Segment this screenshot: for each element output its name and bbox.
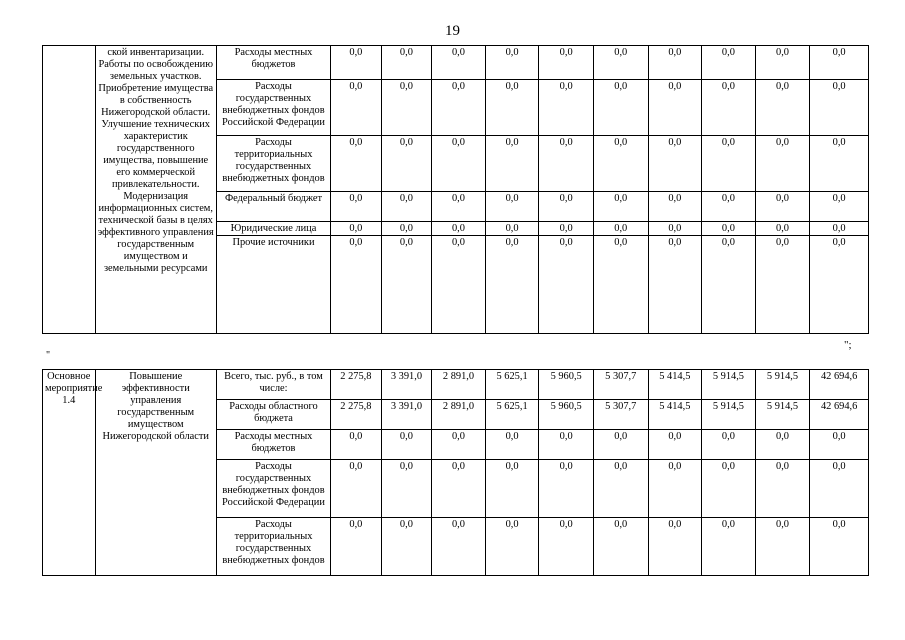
amount-cell: 0,0 <box>593 136 648 192</box>
amount-cell: 2 891,0 <box>432 370 486 400</box>
amount-cell: 0,0 <box>331 222 382 236</box>
amount-cell: 0,0 <box>702 460 756 518</box>
funding-source: Расходы областного бюджета <box>216 400 330 430</box>
amount-cell: 5 960,5 <box>539 400 594 430</box>
table-row <box>43 370 869 400</box>
amount-cell: 0,0 <box>381 192 432 222</box>
amount-cell: 3 391,0 <box>381 370 432 400</box>
amount-cell: 42 694,6 <box>810 370 869 400</box>
amount-cell: 0,0 <box>810 518 869 576</box>
amount-cell: 0,0 <box>539 518 594 576</box>
amount-cell: 0,0 <box>539 460 594 518</box>
funding-source: Всего, тыс. руб., в том числе: <box>216 370 330 400</box>
amount-cell: 0,0 <box>648 430 702 460</box>
amount-cell: 0,0 <box>432 192 486 222</box>
page-number: 19 <box>445 23 460 39</box>
amount-cell: 0,0 <box>702 222 756 236</box>
amount-cell: 0,0 <box>539 136 594 192</box>
amount-cell: 0,0 <box>432 136 486 192</box>
amount-cell: 0,0 <box>539 46 594 80</box>
amount-cell: 0,0 <box>648 236 702 334</box>
amount-cell: 0,0 <box>702 236 756 334</box>
amount-cell: 0,0 <box>593 460 648 518</box>
amount-cell: 0,0 <box>381 460 432 518</box>
amount-cell: 0,0 <box>432 518 486 576</box>
amount-cell: 5 960,5 <box>539 370 594 400</box>
amount-cell: 5 914,5 <box>755 370 810 400</box>
amount-cell: 0,0 <box>432 80 486 136</box>
amount-cell: 0,0 <box>810 136 869 192</box>
amount-cell: 0,0 <box>485 236 539 334</box>
amount-cell: 0,0 <box>539 192 594 222</box>
amount-cell: 0,0 <box>702 136 756 192</box>
amount-cell: 0,0 <box>755 236 810 334</box>
amount-cell: 0,0 <box>593 46 648 80</box>
amount-cell: 0,0 <box>810 192 869 222</box>
amount-cell: 0,0 <box>755 460 810 518</box>
amount-cell: 0,0 <box>810 80 869 136</box>
amount-cell: 0,0 <box>485 136 539 192</box>
amount-cell: 5 625,1 <box>485 400 539 430</box>
amount-cell: 0,0 <box>331 192 382 222</box>
amount-cell: 0,0 <box>593 222 648 236</box>
amount-cell: 0,0 <box>485 518 539 576</box>
amount-cell: 0,0 <box>755 192 810 222</box>
amount-cell: 5 914,5 <box>702 370 756 400</box>
amount-cell: 0,0 <box>648 80 702 136</box>
amount-cell: 5 307,7 <box>593 370 648 400</box>
amount-cell: 0,0 <box>755 518 810 576</box>
amount-cell: 0,0 <box>485 80 539 136</box>
amount-cell: 5 914,5 <box>755 400 810 430</box>
amount-cell: 0,0 <box>381 430 432 460</box>
amount-cell: 0,0 <box>381 236 432 334</box>
amount-cell: 0,0 <box>755 136 810 192</box>
amount-cell: 5 307,7 <box>593 400 648 430</box>
amount-cell: 0,0 <box>755 80 810 136</box>
closing-quote-mark: "; <box>844 339 852 351</box>
amount-cell: 0,0 <box>485 460 539 518</box>
amount-cell: 0,0 <box>755 430 810 460</box>
amount-cell: 0,0 <box>432 46 486 80</box>
amount-cell: 0,0 <box>648 46 702 80</box>
amount-cell: 0,0 <box>432 430 486 460</box>
amount-cell: 0,0 <box>702 46 756 80</box>
measure-description: ской инвентаризации. Работы по освобождению земельных участков. Приобретение имущества в собственность Нижегородской области. Улучшение технических характеристик государственного имущества, повышение его коммерческой привлекательности. Модернизация информационных систем, технической базы в целях эффективного управления государственным имуществом и земельными ресурсами <box>95 46 216 334</box>
amount-cell: 0,0 <box>381 518 432 576</box>
amount-cell: 0,0 <box>485 430 539 460</box>
amount-cell: 0,0 <box>331 460 382 518</box>
amount-cell: 2 275,8 <box>331 370 382 400</box>
amount-cell: 3 391,0 <box>381 400 432 430</box>
amount-cell: 5 414,5 <box>648 400 702 430</box>
amount-cell: 0,0 <box>648 192 702 222</box>
amount-cell: 0,0 <box>755 46 810 80</box>
amount-cell: 0,0 <box>331 46 382 80</box>
amount-cell: 0,0 <box>485 46 539 80</box>
amount-cell: 0,0 <box>593 192 648 222</box>
amount-cell: 0,0 <box>648 460 702 518</box>
amount-cell: 0,0 <box>810 46 869 80</box>
amount-cell: 0,0 <box>702 430 756 460</box>
funding-table-measure-1-4 <box>42 369 869 576</box>
amount-cell: 0,0 <box>539 236 594 334</box>
measure-name: Основное мероприятие 1.4 <box>43 370 96 576</box>
measure-description: Повышение эффективности управления государственным имуществом Нижегородской области <box>95 370 216 576</box>
amount-cell: 0,0 <box>648 518 702 576</box>
table-row <box>43 46 869 80</box>
opening-quote-mark: " <box>46 350 51 361</box>
amount-cell: 0,0 <box>381 222 432 236</box>
amount-cell: 0,0 <box>432 460 486 518</box>
amount-cell: 0,0 <box>810 222 869 236</box>
amount-cell: 0,0 <box>539 80 594 136</box>
amount-cell: 0,0 <box>381 136 432 192</box>
amount-cell: 0,0 <box>539 430 594 460</box>
amount-cell: 0,0 <box>331 518 382 576</box>
amount-cell: 0,0 <box>648 136 702 192</box>
funding-source: Расходы местных бюджетов <box>216 46 330 80</box>
funding-source: Расходы территориальных государственных внебюджетных фондов <box>216 518 330 576</box>
amount-cell: 0,0 <box>331 236 382 334</box>
amount-cell: 0,0 <box>331 430 382 460</box>
amount-cell: 0,0 <box>593 80 648 136</box>
amount-cell: 0,0 <box>702 80 756 136</box>
funding-table-continuation <box>42 45 869 334</box>
amount-cell: 0,0 <box>593 518 648 576</box>
amount-cell: 5 914,5 <box>702 400 756 430</box>
amount-cell: 0,0 <box>381 46 432 80</box>
amount-cell: 0,0 <box>648 222 702 236</box>
amount-cell: 0,0 <box>381 80 432 136</box>
amount-cell: 5 414,5 <box>648 370 702 400</box>
funding-source: Расходы территориальных государственных внебюджетных фондов <box>216 136 330 192</box>
amount-cell: 0,0 <box>485 222 539 236</box>
amount-cell: 0,0 <box>432 222 486 236</box>
amount-cell: 2 891,0 <box>432 400 486 430</box>
funding-source: Прочие источники <box>216 236 330 334</box>
amount-cell: 0,0 <box>331 136 382 192</box>
amount-cell: 0,0 <box>810 460 869 518</box>
funding-source: Юридические лица <box>216 222 330 236</box>
amount-cell: 0,0 <box>539 222 594 236</box>
amount-cell: 0,0 <box>702 192 756 222</box>
amount-cell: 0,0 <box>331 80 382 136</box>
amount-cell: 2 275,8 <box>331 400 382 430</box>
amount-cell: 5 625,1 <box>485 370 539 400</box>
amount-cell: 0,0 <box>593 236 648 334</box>
amount-cell: 0,0 <box>593 430 648 460</box>
amount-cell: 0,0 <box>810 236 869 334</box>
amount-cell: 0,0 <box>485 192 539 222</box>
amount-cell: 0,0 <box>432 236 486 334</box>
amount-cell: 0,0 <box>810 430 869 460</box>
amount-cell: 0,0 <box>755 222 810 236</box>
amount-cell: 42 694,6 <box>810 400 869 430</box>
funding-source: Федеральный бюджет <box>216 192 330 222</box>
amount-cell: 0,0 <box>702 518 756 576</box>
funding-source: Расходы местных бюджетов <box>216 430 330 460</box>
funding-source: Расходы государственных внебюджетных фондов Российской Федерации <box>216 80 330 136</box>
measure-cell <box>43 46 96 334</box>
funding-source: Расходы государственных внебюджетных фондов Российской Федерации <box>216 460 330 518</box>
